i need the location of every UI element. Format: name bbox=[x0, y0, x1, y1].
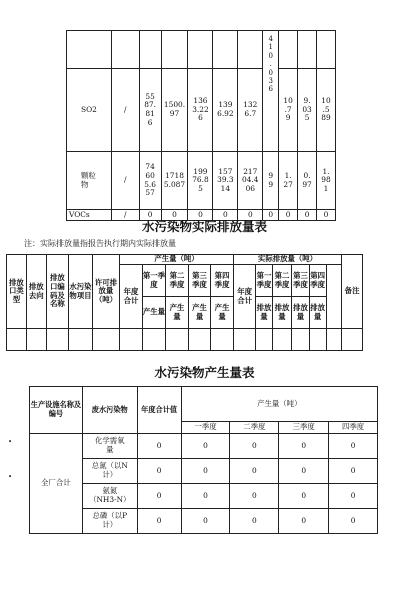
section-title: 水污染物实际排放量表 bbox=[141, 219, 267, 234]
pollutant-name: 氨氮 （NH3-N） bbox=[82, 484, 137, 509]
table-cell: 4 1 0 . 0 3 6 bbox=[263, 31, 279, 152]
col-production-group: 产生量（吨） bbox=[181, 387, 377, 422]
col-emit: 排放量 bbox=[272, 297, 292, 329]
col-outlet-code: 排放口编码及名称 bbox=[46, 255, 69, 329]
col-year-total: 年度合计 bbox=[233, 265, 256, 329]
col-prod: 产生量 bbox=[211, 297, 234, 329]
table-cell: 1. 27 bbox=[279, 152, 298, 210]
col-prod: 产生量 bbox=[142, 297, 165, 329]
pollutant-name: 总氮（以N 计） bbox=[82, 459, 137, 484]
table-cell: 0 bbox=[230, 434, 279, 459]
table-cell: 0 bbox=[317, 210, 336, 221]
table-cell: 0 bbox=[298, 210, 317, 221]
table-cell: 0 bbox=[329, 459, 378, 484]
col-emit: 排放量 bbox=[256, 297, 272, 329]
col-q1: 第一季度 bbox=[256, 265, 272, 297]
col-q3: 第三季度 bbox=[292, 265, 309, 297]
table-cell: 0 bbox=[137, 484, 181, 509]
table-cell: 0 bbox=[137, 434, 181, 459]
col-production-group: 产生量（吨） bbox=[120, 255, 234, 265]
col-actual-group: 实际排放量（吨） bbox=[233, 255, 341, 265]
table-cell: 0 bbox=[279, 459, 329, 484]
table-cell: 0 bbox=[230, 484, 279, 509]
col-q4: 四季度 bbox=[329, 422, 378, 434]
facility-name: 全厂合计 bbox=[30, 434, 83, 534]
col-prod: 产生量 bbox=[166, 297, 189, 329]
table-cell: 0 bbox=[213, 210, 238, 221]
col-note: 备注 bbox=[342, 255, 363, 329]
table-cell: 157 39.3 14 bbox=[213, 152, 238, 210]
table-cell: 9. 03 5 bbox=[298, 69, 317, 152]
col-pollutant: 废水污染物 bbox=[82, 387, 137, 434]
table-cell: 0 bbox=[188, 210, 213, 221]
col-prod: 产生量 bbox=[188, 297, 211, 329]
table-cell: 10 .7 9 bbox=[279, 69, 298, 152]
table-cell: 0. 97 bbox=[298, 152, 317, 210]
table-cell: 0 bbox=[329, 484, 378, 509]
margin-mark: • bbox=[8, 473, 13, 481]
table-cell: 0 bbox=[161, 210, 188, 221]
table-cell: 0 bbox=[279, 484, 329, 509]
pollutant-name: 化学需氧 量 bbox=[82, 434, 137, 459]
col-destination: 排放去向 bbox=[26, 255, 46, 329]
table-cell: / bbox=[111, 210, 139, 221]
table-cell: 139 6.92 bbox=[213, 69, 238, 152]
table-cell: 0 bbox=[181, 484, 230, 509]
col-q3: 三季度 bbox=[279, 422, 329, 434]
table-cell: 0 bbox=[329, 509, 378, 534]
table-cell: 0 bbox=[329, 434, 378, 459]
table-cell: 0 bbox=[279, 434, 329, 459]
col-q1: 一季度 bbox=[181, 422, 230, 434]
table-cell: 0 bbox=[139, 210, 161, 221]
pollutant-name: 总磷（以P 计） bbox=[82, 509, 137, 534]
col-pollutant: 水污染物项目 bbox=[69, 255, 92, 329]
col-year-total: 年度合计 bbox=[120, 265, 143, 329]
table-cell: 0 bbox=[181, 459, 230, 484]
pollutant-name: 颗粒 物 bbox=[67, 152, 112, 210]
table-cell: 0 bbox=[137, 459, 181, 484]
table-cell: 217 04.4 06 bbox=[238, 152, 263, 210]
table-cell: 0 bbox=[238, 210, 263, 221]
col-year-total: 年度合计值 bbox=[137, 387, 181, 434]
table-cell: 0 bbox=[137, 509, 181, 534]
table-row bbox=[67, 152, 336, 210]
col-q2: 二季度 bbox=[230, 422, 279, 434]
table-cell: 55 87. 81 6 bbox=[139, 69, 161, 152]
table-cell: 0 bbox=[181, 434, 230, 459]
col-q4: 第四季度 bbox=[309, 265, 326, 297]
col-discharge-type: 排放口类型 bbox=[7, 255, 27, 329]
table-cell: 0 bbox=[279, 509, 329, 534]
pollutant-name: SO2 bbox=[67, 69, 112, 152]
water-emissions-table bbox=[6, 254, 363, 351]
col-q1: 第一季度 bbox=[142, 265, 165, 297]
emissions-table bbox=[66, 30, 336, 221]
table-row bbox=[30, 459, 378, 484]
table-row bbox=[30, 509, 378, 534]
table-cell: / bbox=[111, 69, 139, 152]
col-permit: 许可排放量（吨） bbox=[92, 255, 120, 329]
table-note: 注：实际排放量指报告执行期内实际排放量 bbox=[24, 239, 176, 248]
section-title: 水污染物产生量表 bbox=[154, 365, 255, 380]
table-cell: 0 bbox=[230, 459, 279, 484]
table-cell: 0 bbox=[279, 210, 298, 221]
col-emit: 排放量 bbox=[309, 297, 326, 329]
table-cell: / bbox=[111, 152, 139, 210]
col-q4: 第四季度 bbox=[211, 265, 234, 297]
col-q2: 第二季度 bbox=[166, 265, 189, 297]
table-cell: 9 9 bbox=[263, 152, 279, 210]
table-cell: 0 bbox=[263, 210, 279, 221]
table-cell: 1. 98 1 bbox=[317, 152, 336, 210]
table-cell: 1500. 97 bbox=[161, 69, 188, 152]
water-production-table bbox=[29, 386, 378, 534]
table-cell: 199 76.8 5 bbox=[188, 152, 213, 210]
pollutant-name: VOCs bbox=[67, 210, 112, 221]
col-q3: 第三季度 bbox=[188, 265, 211, 297]
table-row bbox=[67, 31, 336, 69]
col-emit: 排放量 bbox=[292, 297, 309, 329]
table-cell: 10 .5 89 bbox=[317, 69, 336, 152]
table-row bbox=[30, 434, 378, 459]
table-cell: 1718 5.087 bbox=[161, 152, 188, 210]
margin-mark: • bbox=[8, 438, 13, 446]
table-cell: 132 6.7 bbox=[238, 69, 263, 152]
table-cell: 74 60 5.6 57 bbox=[139, 152, 161, 210]
table-row bbox=[67, 69, 336, 152]
table-cell: 0 bbox=[230, 509, 279, 534]
col-facility: 生产设施名称及编号 bbox=[30, 387, 83, 434]
table-cell: 136 3.22 6 bbox=[188, 69, 213, 152]
col-q2: 第二季度 bbox=[272, 265, 292, 297]
table-cell: 0 bbox=[181, 509, 230, 534]
table-row bbox=[30, 484, 378, 509]
